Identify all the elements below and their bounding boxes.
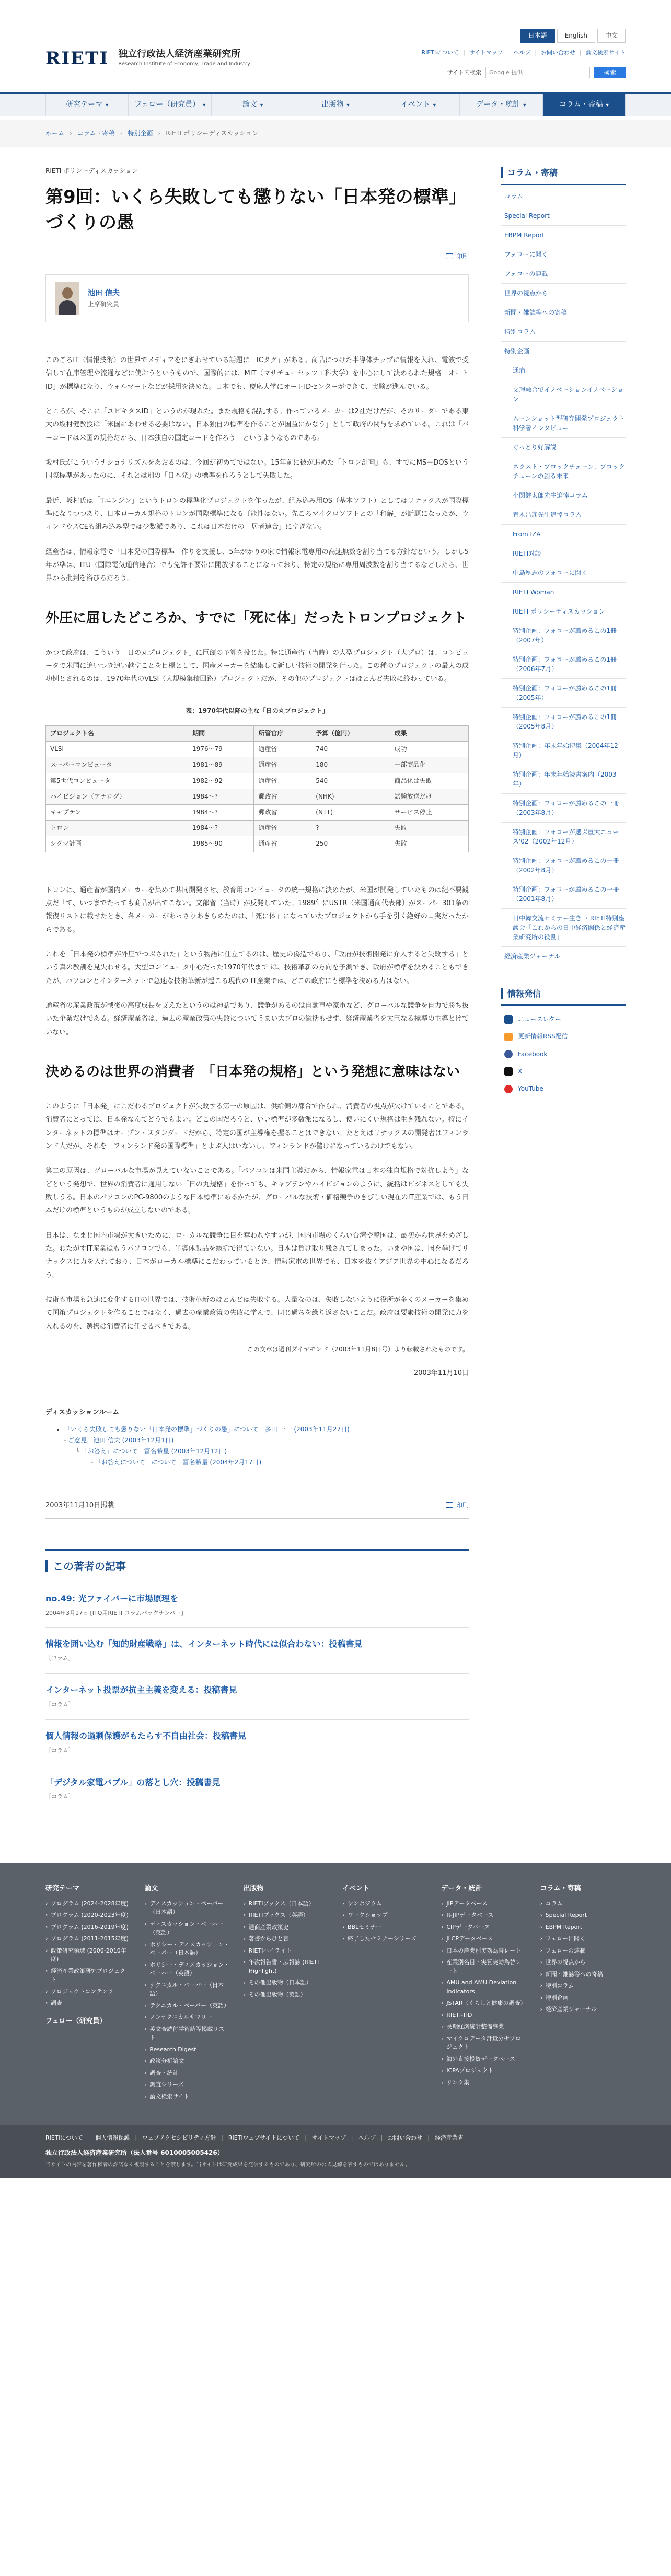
footer-link[interactable]: › ディスカッション・ペーパー（日本語） xyxy=(144,1900,229,1917)
sidebar xyxy=(501,166,631,1812)
discussion-room xyxy=(45,1407,469,1468)
printer-icon xyxy=(446,1502,453,1508)
footer-link[interactable]: › プログラム (2011-2015年度) xyxy=(45,1935,131,1944)
footer-link[interactable]: › JSTAR（くらしと健康の調査） xyxy=(441,1999,526,2008)
table-cell: 一部商品化 xyxy=(390,757,468,773)
table-cell: シグマ計画 xyxy=(46,836,188,852)
table-cell: スーパーコンピュータ xyxy=(46,757,188,773)
list-item xyxy=(45,1766,469,1812)
footer-link[interactable]: › シンポジウム xyxy=(342,1900,427,1909)
footer-link[interactable]: › リンク集 xyxy=(441,2078,526,2087)
table-row xyxy=(46,742,469,757)
footer-link[interactable]: › ワークショップ xyxy=(342,1911,427,1920)
social-label: Facebook xyxy=(518,1050,548,1058)
printer-icon xyxy=(446,253,453,259)
table-cell: 1984〜? xyxy=(188,789,254,804)
paragraph: 最近、坂村氏は「Tエンジン」というトロンの標準化プロジェクトを作ったが、組み込み用OS（基本ソフト）としてはリナックスが国際標準になりつつあり、日本ローカル規格のトロンが国際標準になる可能性はない。先ごろマイクロソフトとの「和解」が話題になったが、ウィンドウズCEも組み込み型では少数派であり、これは日本だけの「居者連合」にすぎない。 xyxy=(45,496,469,532)
footer-link[interactable]: › 経済産業ジャーナル xyxy=(540,2005,626,2014)
related-heading: この著者の記事 xyxy=(45,1549,469,1582)
breadcrumb-current: RIETI ポリシーディスカッション xyxy=(166,130,259,137)
sidebar-item[interactable]: 特別企画：フォローが薦めるこの1冊（2005年8月） xyxy=(501,708,626,736)
info-heading: 情報発信 xyxy=(501,987,626,1006)
table-cell: 540 xyxy=(311,773,390,789)
footer-link[interactable]: › ポリシー・ディスカッション・ペーパー（日本語） xyxy=(144,1940,229,1958)
sidebar-item[interactable]: 日中韓交流セミナー生き ・RIETI特別座談会「これからの日中経済関係と経済産業研究所の役割」 xyxy=(501,909,626,947)
footer-link[interactable]: › 新聞・雑誌等への寄稿 xyxy=(540,1970,626,1979)
sidebar-item[interactable]: 特別企画：フォローが選ぶ重大ニュース'02（2002年12月） xyxy=(501,823,626,851)
lang-en[interactable]: English xyxy=(557,29,595,43)
table-cell: 郵政省 xyxy=(254,804,311,820)
social-link[interactable] xyxy=(501,1028,626,1045)
footer-link[interactable]: › 経済産業政策研究プロジェクト xyxy=(45,1967,131,1984)
table-cell: 1981〜89 xyxy=(188,757,254,773)
sidebar-item[interactable]: コラム xyxy=(501,187,626,206)
site-logo[interactable] xyxy=(45,44,250,73)
footer-link[interactable]: › 調査 xyxy=(45,1999,131,2008)
footer-link[interactable]: › 特別コラム xyxy=(540,1982,626,1991)
nav-fellows[interactable]: フェロー（研究員） ▾ xyxy=(129,94,211,116)
footer-link[interactable]: › 終了したセミナーシリーズ xyxy=(342,1935,427,1944)
footer-link[interactable]: › BBLセミナー xyxy=(342,1923,427,1932)
social-label: ニュースレター xyxy=(518,1015,561,1023)
article-body xyxy=(45,354,469,1379)
footer-column xyxy=(45,1884,131,2104)
sidebar-item[interactable]: 特別企画：フォローが薦めるこの一冊（2001年8月） xyxy=(501,880,626,909)
discussion-link[interactable]: 「お答えについて」について 冨名希星 (2004年2月17日) xyxy=(95,1459,262,1466)
footer-link[interactable]: › 世界の視点から xyxy=(540,1958,626,1967)
footer-link[interactable]: › AMU and AMU Deviation Indicators xyxy=(441,1979,526,1996)
social-link[interactable] xyxy=(501,1063,626,1080)
sidebar-item[interactable]: フェローの連載 xyxy=(501,264,626,284)
related-article-link[interactable]: no.49: 光ファイバーに市場原理を xyxy=(45,1593,179,1604)
table-cell: 1982〜92 xyxy=(188,773,254,789)
nav-papers[interactable]: 論文 ▾ xyxy=(212,94,294,116)
paragraph: 経産省は、情報家電で「日本発の国際標準」作りを支援し、5年がかりの家で情報家電専用の高速無数を割り当てる方針だという。しかし5年が準は、ITU（国際電気通信連合）でも免許不要帯に開放することになっており、特定の規格に専用周波数を割り当てるなどしたら、世界から批判を浴びるだろう。 xyxy=(45,548,469,583)
lang-ja[interactable]: 日本語 xyxy=(520,29,555,43)
lang-zh[interactable]: 中文 xyxy=(597,29,626,43)
footer-link[interactable]: › 年次報告書・広報誌 (RIETI Highlight) xyxy=(244,1958,329,1976)
table-cell: トロン xyxy=(46,821,188,836)
search-button[interactable]: 検索 xyxy=(594,67,626,78)
footer-link[interactable]: › テクニカル・ペーパー（日本語） xyxy=(144,1981,229,1999)
sidebar-item[interactable]: 特別企画：フォローが薦めるこの一冊（2003年8月） xyxy=(501,794,626,823)
related-article-tag: ［コラム］ xyxy=(45,1793,74,1800)
table-cell: 成功 xyxy=(390,742,468,757)
footer-link[interactable]: › 調査シリーズ xyxy=(144,2081,229,2089)
footer-bottom-link[interactable]: 個人情報保護 xyxy=(95,2134,130,2142)
related-article-tag: ［コラム］ xyxy=(45,1701,74,1708)
site-search xyxy=(447,67,626,78)
footer-link[interactable]: › R-JIPデータベース xyxy=(441,1911,526,1920)
footer-column-title[interactable]: 論文 xyxy=(144,1885,158,1893)
list-item xyxy=(76,1447,469,1457)
rss-icon xyxy=(504,1033,513,1041)
footer-link[interactable]: › その他出版物（日本語） xyxy=(244,1979,329,1988)
footer-link[interactable]: › 政策分析論文 xyxy=(144,2057,229,2066)
footer-link[interactable]: › 政策研究領域 (2006-2010年度) xyxy=(45,1947,131,1964)
footer-column-title[interactable]: コラム・寄稿 xyxy=(540,1885,581,1893)
table-cell: 失敗 xyxy=(390,836,468,852)
footer-link[interactable]: › プロジェクトコンテンツ xyxy=(45,1988,131,1996)
breadcrumb-special[interactable]: 特別企画 xyxy=(128,130,153,137)
nav-research-themes[interactable]: 研究テーマ ▾ xyxy=(45,94,129,116)
nav-publications[interactable]: 出版物 ▾ xyxy=(294,94,377,116)
sidebar-item[interactable]: 小関健太郎先生追悼コラム xyxy=(501,486,626,505)
page-title: 第9回：いくら失敗しても懲りない「日本発の標準」づくりの愚 xyxy=(45,187,467,234)
footer-link[interactable]: › ノンテクニカルサマリー xyxy=(144,2013,229,2022)
footer-link[interactable]: › テクニカル・ペーパー（英語） xyxy=(144,2002,229,2011)
table-header: 予算（億円） xyxy=(311,726,390,742)
table-caption: 表：1970年代以降の主な「日の丸プロジェクト」 xyxy=(186,707,329,714)
sidebar-item[interactable]: ぐっとり好解説 xyxy=(501,438,626,457)
table-cell: 通産省 xyxy=(254,836,311,852)
table-cell: 1985〜90 xyxy=(188,836,254,852)
print-button-bottom[interactable]: 印刷 xyxy=(446,1500,469,1510)
breadcrumb-columns[interactable]: コラム・寄稿 xyxy=(77,130,115,137)
footer-link[interactable]: › JLCPデータベース xyxy=(441,1935,526,1944)
org-name-en: Research Institute of Economy, Trade and Industry xyxy=(118,61,250,67)
chevron-down-icon: ▾ xyxy=(203,102,206,108)
footer-column xyxy=(540,1884,626,2104)
related-article-link[interactable]: 情報を囲い込む「知的財産戦略」は、インターネット時代には似合わない：投稿書見 xyxy=(45,1638,363,1649)
nav-events[interactable]: イベント ▾ xyxy=(377,94,460,116)
sidebar-item[interactable]: From IZA xyxy=(501,525,626,544)
social-label: 更新情報RSS配信 xyxy=(518,1033,568,1041)
chevron-down-icon: ▾ xyxy=(260,102,263,108)
social-label: YouTube xyxy=(518,1084,543,1092)
sidebar-item[interactable]: 青木昌彦先生追悼コラム xyxy=(501,505,626,525)
footer-link[interactable]: › 通商産業政策史 xyxy=(244,1923,329,1932)
sidebar-item[interactable]: 中島厚志のフォローに聞く xyxy=(501,563,626,583)
table-cell: 通産省 xyxy=(254,773,311,789)
paragraph: このように「日本発」にこだわるプロジェクトが失敗する第一の原因は、供給側の都合で作られ、消費者の視点が欠けていることである。消費者にとっては、日本発なんてどうでもよい。どこの国だろうと、いい標準が多数派になるし、使いにくい規格は生き残れない。特にインターネットの標準はオープン・スタンダードだから、特定の国が主導権を握ることはできない。たとえばリナックスの開発者はフィンランド人だが、それを「フィンランド発の国際標準」とよぶ人はいないし、フィンランドが儲けになっているわけでもない。 xyxy=(45,1102,469,1150)
section-heading: 決めるのは世界の消費者 「日本発の規格」という発想に意味はない xyxy=(45,1064,460,1080)
article-meta xyxy=(45,1500,469,1519)
footer-link[interactable]: › JIPデータベース xyxy=(441,1900,526,1909)
site-footer: 研究テーマ › プログラム (2024-2028年度) › プログラム (2020-2023年度) › プログラム (2016-2019年度) › プログラム (2011-2015年度) › 政策研究領域 (2006-2010年度) › 経済産業政策研究プロジェクト › プロジェクトコンテンツ › 調査 フェロー（研究員） 論文 › ディスカッション・ペーパー（日本語） › ディスカッション・ペーパー（英語） › ポリシー・ディスカッション・ペーパー（日本語） › ポリシー・ディスカッション・ペーパー（英語） › テクニカル・ペーパー（日本語） › テクニカル・ペーパー（英語） › ノンテクニカルサマリー › 英文査読付学術誌等掲載リスト › Research Digest › 政策分析論文 › 調査・統計 › 調査シリーズ › 論文検索サイト 出版物 › RIETIブックス（日本語） › RIETIブックス（英語） › 通商産業政策史 › 著書からひと言 › RIETIハイライト › 年次報告書・広報誌 (RIETI Highlight) › その他出版物（日本語） › その他出版物（英語） イベント › シンポジウム › ワークショップ › BBLセミナー › 終了したセミナーシリーズ データ・統計 › JIPデータベース › R-JIPデータベース › CIPデータベース › JLCPデータベース › 日本の産業別実効為替レート › 産業別名目・実質実効為替レート › AMU and AMU Deviation Indicators › JSTAR（くらしと健康の調査） › RIETI-TID › 長期経済統計整備事業 › マイクロデータ計量分析プロジェクト › 海外直接投資データベース › ICPAプロジェクト › リンク集 コラム・寄稿 › コラム › Special Report › EBPM Report › フェローに聞く › フェローの連載 › 世界の視点から › 新聞・雑誌等への寄稿 › 特別コラム › 特別企画 › 経済産業ジャーナル RIETIについて | 個人情報保護 | ウェブアクセシビリティ方針 | RIETIウェブサイトについて | サイトマップ | ヘルプ | お問い合わせ | 経済産業省 独立行政法人経済産業研究所（法人番号 6010005005426） 当サイトの内容を著作権者の許諾なく複製することを禁じます。当サイトは研究成果を発信するものであり、研究所の公式見解を表すものではありません。 xyxy=(0,1863,671,2178)
sidebar-item[interactable]: Special Report xyxy=(501,206,626,226)
breadcrumb-home[interactable]: ホーム xyxy=(45,130,65,137)
section-heading: 外圧に屈したどころか、すでに「死に体」だったトロンプロジェクト xyxy=(45,610,467,626)
chevron-down-icon: ▾ xyxy=(606,102,609,108)
sidebar-item[interactable]: 通痛 xyxy=(501,361,626,380)
sidebar-item[interactable]: 経済産業ジャーナル xyxy=(501,947,626,966)
sidebar-item[interactable]: RIETI対談 xyxy=(501,544,626,563)
table-cell: (NHK) xyxy=(311,789,390,804)
footer-link[interactable]: › 長期経済統計整備事業 xyxy=(441,2023,526,2031)
sidebar-item[interactable]: 新聞・雑誌等への寄稿 xyxy=(501,303,626,322)
table-cell: ハイビジョン（アナログ） xyxy=(46,789,188,804)
sidebar-item[interactable]: RIETI Woman xyxy=(501,583,626,602)
discussion-link[interactable]: 「お答え」について 冨名希星 (2003年12月12日) xyxy=(82,1448,227,1456)
toplink-about[interactable]: RIETIについて xyxy=(421,49,459,56)
footer-column xyxy=(144,1884,229,2104)
toplink-contact[interactable]: お問い合わせ xyxy=(541,49,576,56)
global-nav xyxy=(0,92,671,116)
footer-link[interactable]: › Special Report xyxy=(540,1911,626,1920)
author-box xyxy=(45,274,469,322)
chevron-down-icon: ▾ xyxy=(433,102,436,108)
nav-columns[interactable]: コラム・寄稿 ▾ xyxy=(543,94,626,116)
chevron-down-icon: ▾ xyxy=(106,102,109,108)
footer-link[interactable]: › RIETIブックス（日本語） xyxy=(244,1900,329,1909)
paragraph: トロンは、通産省が国内メーカーを集めて共同開発させ、教育用コンピュータの統一規格に決めたが、米国が開発していたものは紀不要観点だ「て、いつまでたっても商品が出てこない。文部省（当時）が反発していた。1989年にUSTR（米国通商代表部）がスーパー301条の報復リストに載せたとき、各メーカーがあっさりあきらめたのは、「死に体」になっていたプロジェクトから手を引く絶好の口実だったからである。 xyxy=(45,886,469,934)
social-label: X xyxy=(518,1067,523,1075)
footer-column xyxy=(244,1884,329,2104)
toplink-sitemap[interactable]: サイトマップ xyxy=(469,49,503,56)
article-date: 2003年11月10日 xyxy=(413,1369,469,1378)
facebook-icon xyxy=(504,1050,513,1058)
list-item xyxy=(89,1458,469,1468)
site-header xyxy=(0,0,671,76)
author-name[interactable]: 池田 信夫 xyxy=(88,288,120,297)
sidebar-item[interactable]: 特別企画：フォローが薦めるこの一冊（2002年8月） xyxy=(501,851,626,880)
footer-link[interactable]: › ディスカッション・ペーパー（英語） xyxy=(144,1920,229,1937)
footer-note: 当サイトの内容を著作権者の許諾なく複製することを禁じます。当サイトは研究成果を発信するものであり、研究所の公式見解を表すものではありません。 xyxy=(45,2162,411,2168)
table-cell: 740 xyxy=(311,742,390,757)
footer-bottom-link[interactable]: 経済産業省 xyxy=(434,2134,464,2142)
table-cell: 250 xyxy=(311,836,390,852)
footer-bottom-link[interactable]: サイトマップ xyxy=(311,2134,346,2142)
table-cell: 通産省 xyxy=(254,821,311,836)
footer-link[interactable]: › 日本の産業別実効為替レート xyxy=(441,1947,526,1956)
footer-column xyxy=(342,1884,427,2104)
sidebar-item[interactable]: EBPM Report xyxy=(501,226,626,245)
footer-link[interactable]: › コラム xyxy=(540,1900,626,1909)
table-cell: サービス停止 xyxy=(390,804,468,820)
footer-bottom-link[interactable]: ヘルプ xyxy=(358,2134,376,2142)
sidebar-item[interactable]: 世界の視点から xyxy=(501,284,626,303)
print-button[interactable]: 印刷 xyxy=(446,253,469,260)
list-item xyxy=(64,1425,469,1435)
sidebar-item[interactable]: ムーンショット型研究開発プロジェクト 科学者インタビュー xyxy=(501,409,626,438)
footer-link[interactable]: › 論文検索サイト xyxy=(144,2093,229,2101)
sidebar-item[interactable]: 特別企画：フォローが薦めるこの1冊（2007年） xyxy=(501,621,626,650)
list-item xyxy=(45,1628,469,1674)
footer-link[interactable]: › 著書からひと言 xyxy=(244,1935,329,1944)
sidebar-item[interactable]: 特別企画：フォローが薦めるこの1冊（2005年） xyxy=(501,679,626,708)
footer-column-title[interactable]: フェロー（研究員） xyxy=(45,2017,107,2025)
discussion-title: ディスカッションルーム xyxy=(45,1408,120,1417)
sidebar-item[interactable]: 特別コラム xyxy=(501,322,626,342)
footer-column xyxy=(441,1884,526,2104)
chevron-down-icon: ▾ xyxy=(346,102,350,108)
paragraph: 坂村氏がこういうナショナリズムをあおるのは、今回が初めてではない。15年前に彼が進めた「トロン計画」も、すでにMS－DOSという国際標準があったのに、それとは別の「日本発」の標準を作ろうとして失敗した。 xyxy=(45,459,469,480)
related-article-link[interactable]: 「デジタル家電バブル」の落とし穴：投稿書見 xyxy=(45,1777,221,1787)
discussion-link[interactable]: ご意見 池田 信夫 (2003年12月1日) xyxy=(68,1437,174,1445)
table-row xyxy=(46,789,469,804)
footer-link[interactable]: › RIETI-TID xyxy=(441,2011,526,2020)
table-row xyxy=(46,773,469,789)
table-cell: VLSI xyxy=(46,742,188,757)
footer-link[interactable]: › マイクロデータ計量分析プロジェクト xyxy=(441,2035,526,2052)
footer-link[interactable]: › その他出版物（英語） xyxy=(244,1991,329,2000)
related-article-link[interactable]: 個人情報の過剰保護がもたらす不自由社会：投稿書見 xyxy=(45,1731,247,1741)
org-name-ja: 独立行政法人経済産業研究所 xyxy=(118,49,241,60)
chevron-down-icon: ▾ xyxy=(523,102,526,108)
table-cell: 失敗 xyxy=(390,821,468,836)
author-role: 上席研究員 xyxy=(88,300,120,308)
paragraph: ところが、そこに「ユビキタスID」というのが現れた。また規格も混乱する。作っているメーカーは2社だけだが、そのリーダーである東大の坂村健教授は「米国にあわせる必要はない。日本独自の標準を作ることが国益にかなう」として政府の関与を求めている。これは「バーコードは米国の規格だから、日本独自の国定コードを作ろう」というようなものである。 xyxy=(45,408,469,442)
list-item xyxy=(45,1582,469,1627)
footer-bottom-link[interactable]: RIETIについて xyxy=(45,2134,83,2142)
table-cell: 通産省 xyxy=(254,742,311,757)
footer-link[interactable]: › 特別企画 xyxy=(540,1994,626,2003)
x-icon xyxy=(504,1067,513,1076)
table-header: 成果 xyxy=(390,726,468,742)
footer-link[interactable]: › ICPAプロジェクト xyxy=(441,2066,526,2075)
table-cell: 1984〜? xyxy=(188,804,254,820)
sidebar-item[interactable]: 特別企画：年末年始読書案内（2003年） xyxy=(501,765,626,794)
related-article-link[interactable]: インターネット投票が抗主主義を変える：投稿書見 xyxy=(45,1685,237,1695)
published-date: 2003年11月10日掲載 xyxy=(45,1501,114,1509)
footer-link[interactable]: › プログラム (2020-2023年度) xyxy=(45,1911,131,1920)
nav-data[interactable]: データ・統計 ▾ xyxy=(460,94,542,116)
list-item xyxy=(62,1436,469,1446)
footer-link[interactable]: › フェローに聞く xyxy=(540,1935,626,1944)
related-article-tag: ［コラム］ xyxy=(45,1747,74,1754)
footer-bottom-link[interactable]: ウェブアクセシビリティ方針 xyxy=(142,2134,216,2142)
utility-links: RIETIについて | サイトマップ | ヘルプ | お問い合わせ | 論文検索サイト xyxy=(422,48,626,57)
footer-column-title[interactable]: データ・統計 xyxy=(441,1885,482,1893)
related-article-tag: ［コラム］ xyxy=(45,1655,74,1662)
table-cell: 試験放送だけ xyxy=(390,789,468,804)
footer-link[interactable]: › 調査・統計 xyxy=(144,2069,229,2078)
breadcrumb xyxy=(0,120,671,147)
chevron-right-icon: › xyxy=(158,130,161,137)
chevron-right-icon: › xyxy=(120,130,123,137)
table-cell: 第5世代コンピュータ xyxy=(46,773,188,789)
sidebar-item[interactable]: RIETI ポリシーディスカッション xyxy=(501,602,626,621)
sidebar-item[interactable]: 特別企画：フォローが薦めるこの1冊（2006年7月） xyxy=(501,650,626,679)
table-cell: 1976〜79 xyxy=(188,742,254,757)
site-search-label: サイト内検索 xyxy=(447,69,481,76)
sidebar-item[interactable]: フェローに聞く xyxy=(501,245,626,264)
table-header: 所管官庁 xyxy=(254,726,311,742)
footer-link[interactable]: › EBPM Report xyxy=(540,1923,626,1932)
table-cell: 通産省 xyxy=(254,757,311,773)
list-item xyxy=(45,1720,469,1766)
table-row xyxy=(46,836,469,852)
paragraph: このごろIT（情報技術）の世界でメディアをにぎわせている話題に「ICタグ」がある。商品につけた半導体チップに情報を入れ、電波で受信して在庫管理や流通などに使おうというもので、国際的には、MIT（マサチューセッツ工科大学）を中心にして決められた規格「オートID」が標準になり、ウォルマートなどが採用を決めた。日本でも、慶応大学にオートIDセンターができて、実験が進んでいる。 xyxy=(45,356,469,391)
youtube-icon xyxy=(504,1085,513,1093)
paragraph: かつて政府は、こういう「日の丸プロジェクト」に巨額の予算を投じた。特に通産省（当時）の大型プロジェクト（大プロ）は、コンピュータで米国に追いつき追い越すことを目標として、国産メーカーを結集して新しい技術の開発を行った。この種のプロジェクトの最大の成功例とされるのは、1970年代のVLSI（大規模集積回路）プロジェクトだが、その他のプロジェクトはほとんど失敗に終わっている。 xyxy=(45,649,469,684)
social-link[interactable] xyxy=(501,1080,626,1098)
footer-link[interactable]: › RIETIブックス（英語） xyxy=(244,1911,329,1920)
author-articles xyxy=(45,1549,469,1812)
table-cell: 郵政省 xyxy=(254,789,311,804)
footer-bottom-link[interactable]: RIETIウェブサイトについて xyxy=(228,2134,300,2142)
social-link[interactable] xyxy=(501,1011,626,1028)
footer-column-title[interactable]: イベント xyxy=(342,1885,369,1893)
sidebar-item[interactable]: 特別企画 xyxy=(501,342,626,361)
discussion-link[interactable]: 「いくら失敗しても懲りない「日本発の標準」づくりの愚」について 多田 一一 (2003年11月27日) xyxy=(64,1425,350,1433)
footer-column-title[interactable]: 研究テーマ xyxy=(45,1885,80,1893)
footer-org: 独立行政法人経済産業研究所（法人番号 6010005005426） xyxy=(45,2149,224,2157)
footer-link[interactable]: › ポリシー・ディスカッション・ペーパー（英語） xyxy=(144,1961,229,1978)
table-cell: 商品化は失敗 xyxy=(390,773,468,789)
footer-link[interactable]: › プログラム (2024-2028年度) xyxy=(45,1900,131,1909)
table-header: 期間 xyxy=(188,726,254,742)
paragraph: 日本は、なまじ国内市場が大きいために、ローカルな競争に目を奪われやすいが、国内市場のくらい台湾や韓国は、最初から世界をめざした。わたがすIT産業はもうパソコンでも、半導体製品を総括で得ていない。日本は負け取り残されてしまった。いまや国は、国を挙げてリナックスに力を入れており、日本がローカル標準にこだわっているとき、情報家電の世界でも、日本を抜くアジア世界の中心になるだろう。 xyxy=(45,1231,469,1279)
table-cell: キャプテン xyxy=(46,804,188,820)
footer-link[interactable]: › 海外直接投資データベース xyxy=(441,2055,526,2064)
language-switcher xyxy=(520,29,626,43)
table-cell: 180 xyxy=(311,757,390,773)
toplink-help[interactable]: ヘルプ xyxy=(513,49,531,56)
table-row xyxy=(46,821,469,836)
search-input[interactable]: Google 提供 xyxy=(485,67,590,78)
article-category: RIETI ポリシーディスカッション xyxy=(45,167,138,175)
sidebar-item[interactable]: 特別企画：年末年始特集（2004年12月） xyxy=(501,736,626,765)
footer-link[interactable]: › 英文査読付学術誌等掲載リスト xyxy=(144,2025,229,2042)
table-header-row xyxy=(46,726,469,742)
paragraph: 技術も市場も急速に変化するITの世界では、技術革新のほとんどは失敗する。大量なのは、失敗しないように役所が多くのメーカーを集めて国策プロジェクトを作ることではなく、過去の産業政策の失敗に学んで、同じ過ちを繰り返さないことだ。政府は要素技術の開発に力を入れるのを、選択は消費者に任せるべきである。 xyxy=(45,1296,469,1331)
footer-link[interactable]: › フェローの連載 xyxy=(540,1947,626,1956)
source-note: この文章は週刊ダイヤモンド（2003年11月8日号）より転載されたものです。 xyxy=(247,1346,469,1354)
footer-link[interactable]: › CIPデータベース xyxy=(441,1923,526,1932)
paragraph: 第二の原因は、グローバルな市場が見えていないことである。「パソコンは米国主導だから、情報家電は日本の独自規格で対抗しよう」などという発想で、世界の消費者に通用しない「日の丸規格」を作っても、キャプテンやハイビジョンのように、統括はビジネスとしても失敗しうる。日本のパソコンのPC-9800のような日本標準にあるかたが、グローバルな技術・価格競争のきびしい現在のIT産業では、もう日本だけの標準というものが成立しないのである。 xyxy=(45,1167,469,1215)
main-content xyxy=(45,166,469,1812)
list-item xyxy=(45,1674,469,1720)
table-cell: (NTT) xyxy=(311,804,390,820)
paragraph: 通産省の産業政策が戦後の高度成長を支えたというのは神話であり、競争があるのは自動車や家電など、グローバルな競争を自力で勝ち抜いた企業だけである。経済産業省は、過去の産業政策の失敗についてうまい大プロの総括もせず、経済産業省を大臣なる標準の主導とけていない。 xyxy=(45,1001,469,1036)
toplink-paper-search[interactable]: 論文検索サイト xyxy=(585,49,626,56)
footer-bottom-link[interactable]: お問い合わせ xyxy=(388,2134,423,2142)
footer-link[interactable]: › Research Digest xyxy=(144,2046,229,2054)
footer-link[interactable]: › プログラム (2016-2019年度) xyxy=(45,1923,131,1932)
footer-link[interactable]: › 産業別名目・実質実効為替レート xyxy=(441,1958,526,1976)
avatar xyxy=(55,282,79,315)
table-row xyxy=(46,757,469,773)
table-cell: 1984〜? xyxy=(188,821,254,836)
newsletter-icon xyxy=(504,1015,513,1024)
paragraph: これを「日本発の標準が外圧でつぶされた」という物語に仕立てるのは、歴史の偽造であり、「政府が技術開発に介入すると失敗する」という真の教訓を見失わせる。大型コンピュータ中心だった1970年代まで は、技術革新の方向を予測でき、政府が標準を決めることもできたが、パソコンとインターネットで急速な技術革新が起こる現代の IT産業では、どこの政府にも標準を決める力はない。 xyxy=(45,950,469,985)
projects-table xyxy=(45,725,469,852)
table-row xyxy=(46,804,469,820)
footer-link[interactable]: › RIETIハイライト xyxy=(244,1947,329,1956)
sidebar-item[interactable]: ネクスト・ブロックチェーン：ブロックチェーンの創る未来 xyxy=(501,457,626,486)
chevron-right-icon: › xyxy=(70,130,72,137)
table-cell: ? xyxy=(311,821,390,836)
sidebar-heading: コラム・寄稿 xyxy=(501,166,626,185)
related-article-date: 2004年3月17日 [ITQ用RIETI コラムバックナンバー] xyxy=(45,1610,183,1617)
sidebar-item[interactable]: 文理融合でイノベーションイノベーション xyxy=(501,380,626,409)
table-header: プロジェクト名 xyxy=(46,726,188,742)
social-link[interactable] xyxy=(501,1046,626,1063)
footer-column-title[interactable]: 出版物 xyxy=(243,1885,264,1893)
logo-mark: RIETI xyxy=(45,48,109,69)
